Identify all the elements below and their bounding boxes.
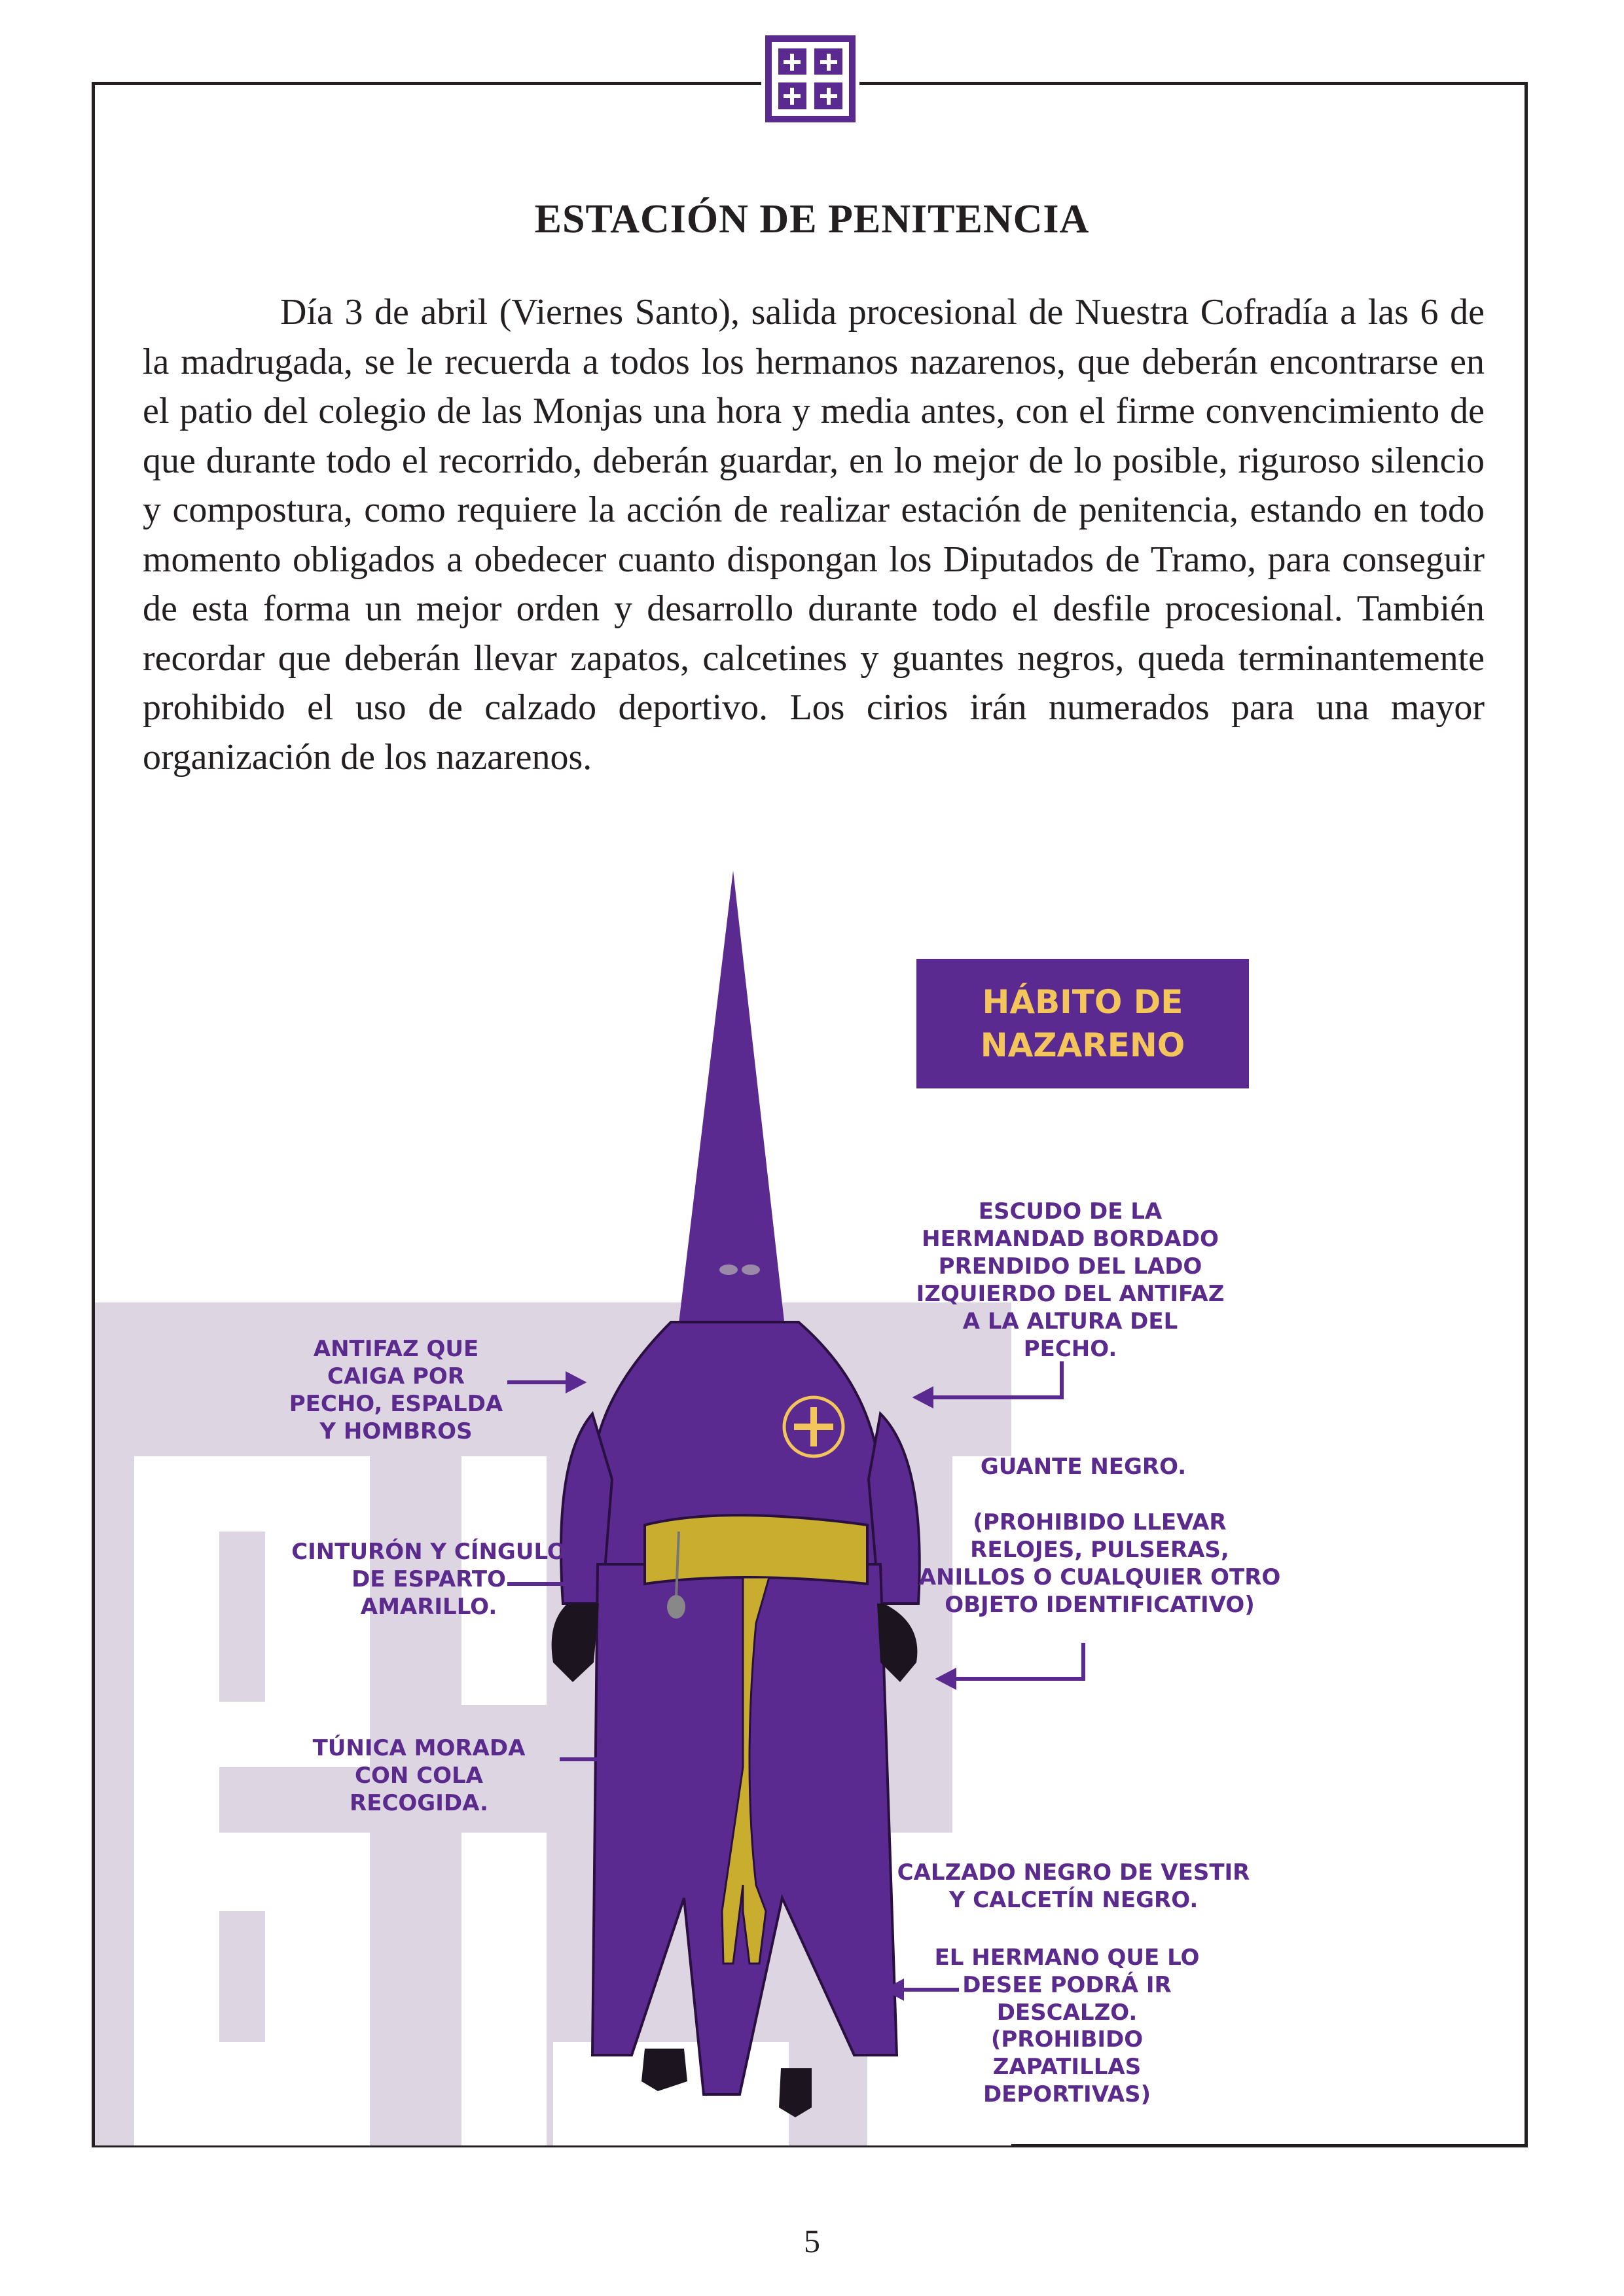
- page-title: ESTACIÓN DE PENITENCIA: [534, 197, 1090, 242]
- label-descalzo: EL HERMANO QUE LO DESEE PODRÁ IR DESCALZO.: [934, 1945, 1200, 2026]
- label-zapatillas: (PROHIBIDO ZAPATILLAS DEPORTIVAS): [983, 2026, 1151, 2108]
- label-antifaz: ANTIFAZ QUE CAIGA POR PECHO, ESPALDA Y HOMBROS: [289, 1336, 503, 1444]
- label-calzado: CALZADO NEGRO DE VESTIR Y CALCETÍN NEGRO.: [897, 1859, 1250, 1913]
- label-escudo: ESCUDO DE LA HERMANDAD BORDADO PRENDIDO DEL LADO IZQUIERDO DEL ANTIFAZ A LA ALTURA DEL PECHO.: [916, 1198, 1225, 1362]
- brotherhood-crest-logo: [761, 31, 859, 126]
- label-guante: GUANTE NEGRO.: [980, 1454, 1187, 1480]
- label-cinturon: CINTURÓN Y CÍNGULO DE ESPARTO AMARILLO.: [291, 1539, 566, 1620]
- label-tunica: TÚNICA MORADA CON COLA RECOGIDA.: [312, 1735, 526, 1816]
- habit-title-box: HÁBITO DE NAZARENO: [916, 959, 1249, 1088]
- body-paragraph: Día 3 de abril (Viernes Santo), salida procesional de Nuestra Cofradía a las 6 de la madrugada, se le recuerda a todos los hermanos nazarenos, que deberán encontrarse en el patio del colegio de las Monjas una hora y media antes, con el firme convencimiento de que durante todo el recorrido, deberán guardar, en lo mejor de lo posible, riguroso silencio y compostura, como requiere la acción de realizar estación de penitencia, estando en todo momento obligados a obedecer cuanto dispongan los Diputados de Tramo, para conseguir de esta forma un mejor orden y desarrollo durante todo el desfile procesional. También recordar que deberán llevar zapatos, calcetines y guantes negros, queda terminantemente prohibido el uso de calzado deportivo. Los cirios irán numerados para una mayor organización de los nazarenos.: [143, 292, 1485, 778]
- nazareno-illustration: [95, 851, 1525, 2145]
- label-guante-note: (PROHIBIDO LLEVAR RELOJES, PULSERAS, ANILLOS O CUALQUIER OTRO OBJETO IDENTIFICATIVO): [918, 1509, 1281, 1618]
- page-number: 5: [804, 2223, 820, 2259]
- nazareno-figure: [552, 870, 920, 2117]
